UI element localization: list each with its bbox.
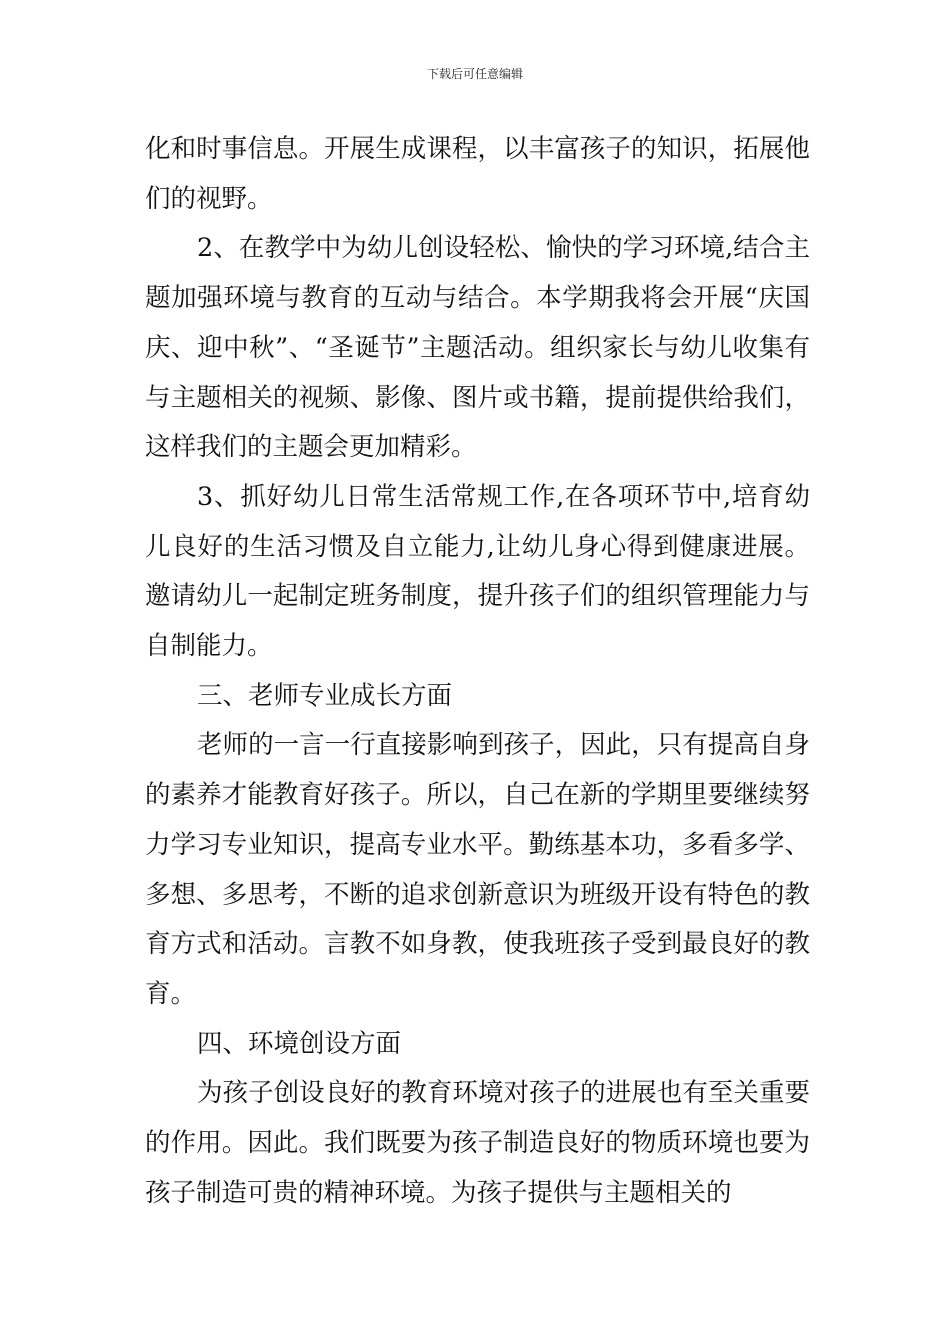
section-heading-environment: 四、环境创设方面 — [197, 1028, 402, 1059]
paragraph-continuation: 化和时事信息。开展生成课程，以丰富孩子的知识，拓展他们的视野。 — [145, 134, 810, 214]
paragraph-environment: 为孩子创设良好的教育环境对孩子的进展也有至关重要的作用。因此。我们既要为孩子制造良好的物质环境也要为孩子制造可贵的精神环境。为孩子提供与主题相关的 — [145, 1078, 810, 1208]
paragraph-teacher-growth: 老师的一言一行直接影响到孩子，因此，只有提高自身的素养才能教育好孩子。所以，自己在新的学期里要继续努力学习专业知识，提高专业水平。勤练基本功，多看多学、多想、多思考，不断的追求创新意识为班级开设有特色的教育方式和活动。言教不如身教，使我班孩子受到最良好的教育。 — [145, 730, 810, 1009]
section-heading-teacher-growth: 三、老师专业成长方面 — [197, 680, 453, 711]
paragraph-item-2: 2、在教学中为幼儿创设轻松、愉快的学习环境,结合主题加强环境与教育的互动与结合。本学期我将会开展“庆国庆、迎中秋”、“圣诞节”主题活动。组织家长与幼儿收集有与主题相关的视频、影像、图片或书籍，提前提供给我们，这样我们的主题会更加精彩。 — [145, 233, 810, 463]
paragraph-item-3: 3、抓好幼儿日常生活常规工作,在各项环节中,培育幼儿良好的生活习惯及自立能力,让幼儿身心得到健康进展。邀请幼儿一起制定班务制度，提升孩子们的组织管理能力与自制能力。 — [145, 481, 810, 662]
page-header: 下载后可任意编辑 — [426, 67, 523, 81]
document-body — [145, 125, 810, 1218]
